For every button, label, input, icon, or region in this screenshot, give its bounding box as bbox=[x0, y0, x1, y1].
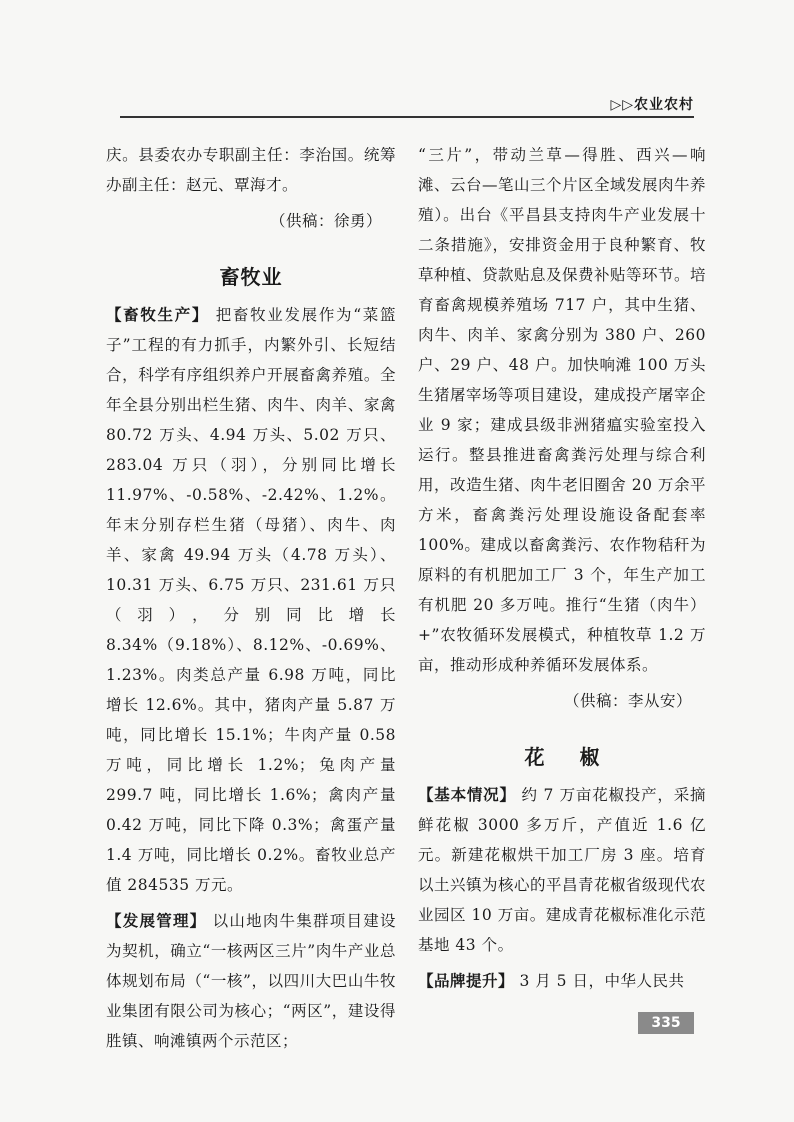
header-title: ▷▷农业农村 bbox=[610, 97, 694, 113]
paragraph bbox=[418, 780, 706, 960]
credit-line: （供稿：徐勇） bbox=[269, 212, 382, 230]
right-column bbox=[418, 140, 706, 1002]
paragraph bbox=[418, 966, 706, 996]
paragraph bbox=[106, 300, 396, 900]
section-title: 花 椒 bbox=[524, 745, 614, 769]
left-column bbox=[106, 140, 396, 1062]
paragraph bbox=[106, 906, 396, 1056]
page-number: 335 bbox=[638, 1012, 694, 1034]
intro-paragraph: 庆。县委农办专职副主任：李治国。统筹办副主任：赵元、覃海才。 bbox=[106, 146, 396, 194]
section-title: 畜牧业 bbox=[219, 265, 283, 289]
paragraph-keyword: 【品牌提升】 bbox=[418, 972, 515, 990]
paragraph-text: 以山地肉牛集群项目建设为契机，确立“一核两区三片”肉牛产业总体规划布局（“一核”，以四川大巴山牛牧业集团有限公司为核心；“两区”，建设得胜镇、响滩镇两个示范区； bbox=[106, 912, 396, 1050]
paragraph-text: 把畜牧业发展作为“菜篮子”工程的有力抓手，内繁外引、长短结合，科学有序组织养户开展畜禽养殖。全年全县分别出栏生猪、肉牛、肉羊、家禽 80.72 万头、4.94 万头、5.02 万只、283.04 万只（羽），分别同比增长 11.97%、-0.58%、-2.42%、1.2%。年末分别存栏生猪（母猪）、肉牛、肉羊、家禽 49.94 万头（4.78 万头）、10.31 万头、6.75 万只、231.61 万只（羽），分别同比增长 8.34%（9.18%）、8.12%、-0.69%、1.23%。肉类总产量 6.98 万吨，同比增长 12.6%。其中，猪肉产量 5.87 万吨，同比增长 15.1%；牛肉产量 0.58 万吨，同比增长 1.2%；兔肉产量 299.7 吨，同比增长 1.6%；禽肉产量 0.42 万吨，同比下降 0.3%；禽蛋产量 1.4 万吨，同比增长 0.2%。畜牧业总产值 284535 万元。 bbox=[106, 306, 396, 894]
paragraph-text: 约 7 万亩花椒投产，采摘鲜花椒 3000 多万斤，产值近 1.6 亿元。新建花椒烘干加工厂房 3 座。培育以土兴镇为核心的平昌青花椒省级现代农业园区 10 万亩。建成青花椒标准化示范基地 43 个。 bbox=[418, 786, 707, 954]
paragraph-keyword: 【畜牧生产】 bbox=[106, 306, 210, 324]
credit-line: （供稿：李从安） bbox=[563, 692, 692, 710]
paragraph-keyword: 【发展管理】 bbox=[106, 912, 207, 930]
running-header bbox=[120, 94, 694, 118]
paragraph-keyword: 【基本情况】 bbox=[418, 786, 516, 804]
paragraph-continued: “三片”，带动兰草—得胜、西兴—响滩、云台—笔山三个片区全域发展肉牛养殖）。出台《平昌县支持肉牛产业发展十二条措施》，安排资金用于良种繁育、牧草种植、贷款贴息及保费补贴等环节。培育畜禽规模养殖场 717 户，其中生猪、肉牛、肉羊、家禽分别为 380 户、260 户、29 户、48 户。加快响滩 100 万头生猪屠宰场等项目建设，建成投产屠宰企业 9 家；建成县级非洲猪瘟实验室投入运行。整县推进畜禽粪污处理与综合利用，改造生猪、肉牛老旧圈舍 20 万余平方米，畜禽粪污处理设施设备配套率 100%。建成以畜禽粪污、农作物秸秆为原料的有机肥加工厂 3 个，年生产加工有机肥 20 多万吨。推行“生猪（肉牛）+”农牧循环发展模式，种植牧草 1.2 万亩，推动形成种养循环发展体系。 bbox=[418, 146, 707, 674]
paragraph-text: 3 月 5 日，中华人民共 bbox=[519, 972, 685, 990]
